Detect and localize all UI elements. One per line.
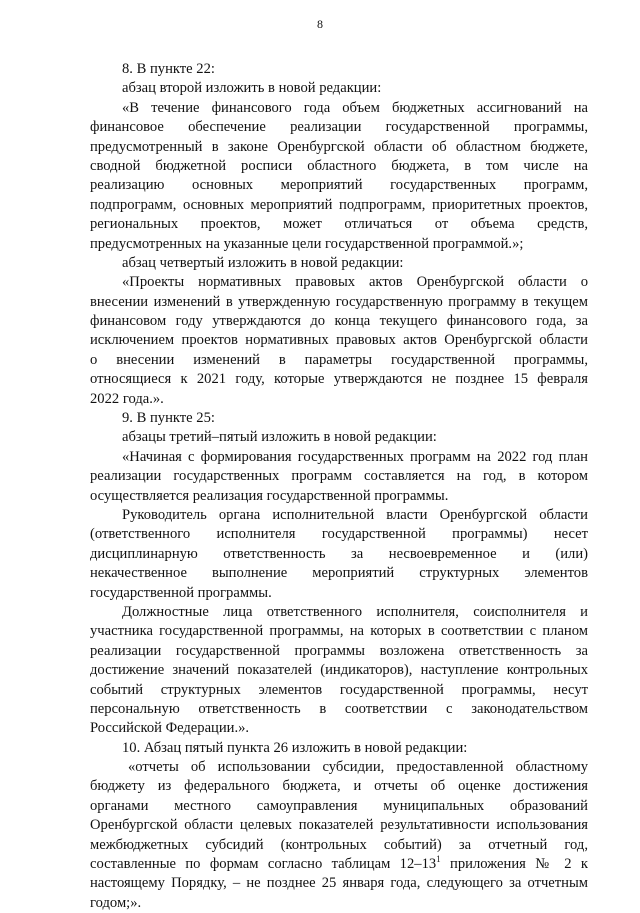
text-line: Оренбургской области целевых показателей результативности использования [90, 817, 588, 834]
text-line: дисциплинарную ответственность за несвоевременное и (или) [90, 545, 588, 562]
text-line: сводной бюджетной росписи областного бюджета, в том числе на [90, 157, 588, 174]
text-line: «Проекты нормативных правовых актов Оренбургской области о [122, 274, 588, 291]
text-line: региональных проектов, может отличаться от объема средств, [90, 216, 588, 233]
text-line: внесении изменений в утвержденную государственную программу в текущем [90, 293, 588, 310]
text-line: «В течение финансового года объем бюджетных ассигнований на [122, 99, 588, 116]
text-line: предусмотренный в законе Оренбургской области об областном бюджете, [90, 138, 588, 155]
text-line-with-superscript [90, 855, 588, 874]
text-line: реализации государственных программ составляется на год, в котором [90, 468, 588, 485]
text-line: абзац четвертый изложить в новой редакции: [122, 254, 404, 271]
text-line: годом;». [90, 894, 142, 911]
text-line: осуществляется реализация государственной программы. [90, 487, 449, 504]
text-line: «Начиная с формирования государственных программ на 2022 год план [122, 448, 588, 465]
text-line: бюджету из федерального бюджета, и отчеты об оценке достижения [90, 778, 588, 795]
text-fragment: приложения № 2 к [440, 856, 588, 873]
text-line: «отчеты об использовании субсидии, предоставленной областному [128, 759, 588, 776]
text-line: персональную ответственность в соответствии с законодательством [90, 700, 588, 717]
text-line: Российской Федерации.». [90, 720, 250, 737]
document-body [90, 60, 588, 913]
text-line: событий структурных элементов государственной программы, несут [90, 681, 588, 698]
text-line: о внесении изменений в параметры государственной программы, [90, 351, 588, 368]
text-line: органами местного самоуправления муниципальных образований [90, 797, 588, 814]
text-line: (ответственного исполнителя государственной программы) несет [90, 526, 588, 543]
text-line: исключением проектов нормативных правовых актов Оренбургской области [90, 332, 588, 349]
text-line: финансовое обеспечение реализации государственной программы, [90, 119, 588, 136]
text-line: настоящему Порядку, – не позднее 25 января года, следующего за отчетным [90, 875, 588, 892]
text-line: участника государственной программы, на которых в соответствии с планом [90, 623, 588, 640]
superscript: 1 [436, 854, 441, 865]
text-line: относящиеся к 2021 году, которые утверждаются не позднее 15 февраля [90, 371, 588, 388]
text-line: Должностные лица ответственного исполнителя, соисполнителя и [122, 603, 588, 620]
text-line: реализацию основных мероприятий государственных программ, [90, 177, 588, 194]
text-line: некачественное выполнение мероприятий структурных элементов [90, 565, 588, 582]
item-8-heading: 8. В пункте 22: [122, 61, 215, 77]
text-line: финансовом году утверждаются до конца текущего финансового года, за [90, 313, 588, 330]
text-line: межбюджетных субсидий (контрольных событий) за отчетный год, [90, 836, 588, 853]
page-number: 8 [317, 17, 323, 31]
text-line: предусмотренных на указанные цели государственной программой.»; [90, 235, 524, 252]
text-line: 2022 года.». [90, 390, 164, 407]
text-line: абзацы третий–пятый изложить в новой редакции: [122, 429, 437, 446]
text-line: достижение значений показателей (индикаторов), наступление контрольных [90, 662, 588, 679]
text-line: абзац второй изложить в новой редакции: [122, 80, 382, 97]
text-line: Руководитель органа исполнительной власти Оренбургской области [122, 506, 588, 523]
text-line: подпрограмм, основных мероприятий подпрограмм, приоритетных проектов, [90, 196, 588, 213]
item-9-heading: 9. В пункте 25: [122, 410, 215, 427]
item-10-heading: 10. Абзац пятый пункта 26 изложить в новой редакции: [122, 739, 468, 756]
text-line: государственной программы. [90, 584, 272, 601]
text-line: реализации государственной программы возложена ответственность за [90, 642, 588, 659]
text-fragment: составленные по формам согласно таблицам 12–13 [90, 856, 437, 873]
